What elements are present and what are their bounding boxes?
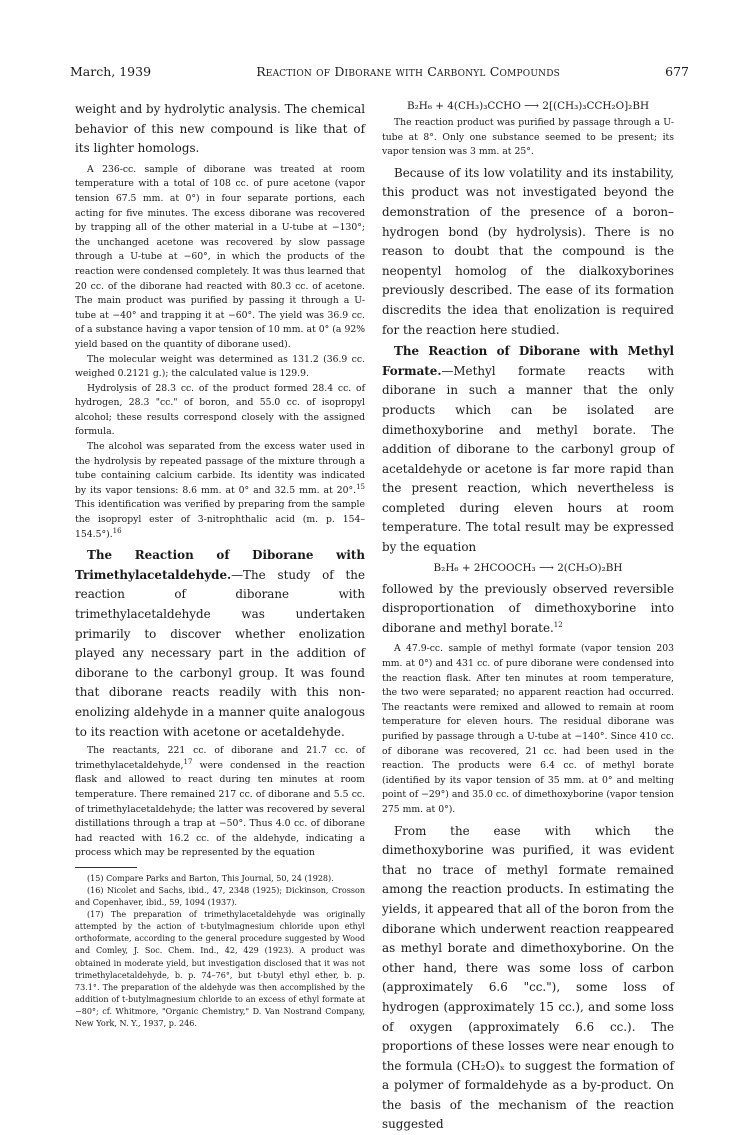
footnote-ref: 15 xyxy=(356,482,365,491)
text-span: This identification was verified by preparing from the sample the isopropyl ester of 3-nitrophthalic acid (m. p. 154–154.5°). xyxy=(75,499,365,540)
text-span: —The study of the reaction of diborane with trimethylacetaldehyde was undertaken primarily to discover whether enolization played any necessary part in the addition of diborane to the carbonyl group. It was found that diborane reacts readily with this non-enolizing aldehyde in a manner quite analogous to its reaction with acetone or acetaldehyde. xyxy=(75,567,365,739)
header-date: March, 1939 xyxy=(70,64,152,79)
equation: B₂H₆ + 4(CH₃)₃CCHO ⟶ 2[(CH₃)₃CCH₂O]₂BH xyxy=(406,100,650,112)
text-span: The alcohol was separated from the excess water used in the hydrolysis by repeated passage of the mixture through a tube containing calcium carbide. Its identity was indicated by its vapor tensions: 8.6 mm. at 0° and 32.5 mm. at 20°. xyxy=(75,441,365,496)
footnote-divider xyxy=(75,867,137,868)
paragraph: From the ease with which the dimethoxyborine was purified, it was evident that no trace of methyl formate remained among the reaction products. In estimating the yields, it appeared that all of the boron from the diborane which underwent reaction reappeared as methyl borate and dimethoxyborine. On the other hand, there was some loss of carbon (approximately 6.6 "cc."), some loss of hydrogen (approximately 15 cc.), and some loss of oxygen (approximately 6.6 cc.). The proportions of these losses were near enough to the formula (CH₂O)ₓ to suggest the formation of a polymer of formaldehyde as a by-product. On the basis of the mechanism of the reaction suggested xyxy=(382,823,674,1132)
paragraph xyxy=(382,580,674,639)
paragraph: weight and by hydrolytic analysis. The chemical behavior of this new compound is like that of its lighter homologs. xyxy=(75,102,365,156)
header-title: Reaction of Diborane with Carbonyl Compounds xyxy=(256,64,560,79)
page-number: 677 xyxy=(665,64,689,79)
section-paragraph xyxy=(75,546,365,742)
right-column xyxy=(382,100,674,1135)
equation: B₂H₆ + 2HCOOCH₃ ⟶ 2(CH₃O)₂BH xyxy=(433,561,623,574)
running-header xyxy=(70,64,689,82)
footnote-ref: 17 xyxy=(183,757,193,766)
footnote: (15) Compare Parks and Barton, This Journal, 50, 24 (1928). xyxy=(87,873,334,883)
experimental-paragraph xyxy=(75,440,365,542)
experimental-paragraph xyxy=(75,744,365,861)
footnote: (17) The preparation of trimethylacetaldehyde was originally attempted by the action of t-butylmagnesium chloride upon ethyl orthoformate, according to the general procedure suggested by Wood and Comley, J. Soc. Chem. Ind., 42, 429 (1923). A product was obtained in moderate yield, but investigation disclosed that it was not trimethylacetaldehyde, b. p. 74–76°, but t-butyl ethyl ether, b. p. 73.1°. The preparation of the aldehyde was then accomplished by the addition of t-butylmagnesium chloride to an excess of ethyl formate at −80°; cf. Whitmore, "Organic Chemistry," D. Van Nostrand Company, New York, N. Y., 1937, p. 246. xyxy=(75,910,365,1029)
footnote: (16) Nicolet and Sachs, ibid., 47, 2348 (1925); Dickinson, Crosson and Copenhaver, ibid., 59, 1094 (1937). xyxy=(75,886,365,908)
footnote-ref: 12 xyxy=(553,620,563,629)
footnote-ref: 16 xyxy=(112,526,122,535)
paragraph: Because of its low volatility and its instability, this product was not investigated beyond the demonstration of the presence of a boron–hydrogen bond (by hydrolysis). There is no reason to doubt that the compound is the neopentyl homolog of the dialkoxyborines previously described. The ease of its formation discredits the idea that enolization is required for the reaction here studied. xyxy=(382,165,674,337)
section-heading: The Reaction of Diborane with Trimethylacetaldehyde. xyxy=(75,548,365,582)
experimental-paragraph: A 47.9-cc. sample of methyl formate (vapor tension 203 mm. at 0°) and 431 cc. of pure diborane were condensed into the reaction flask. After ten minutes at room temperature, the two were separated; no apparent reaction had occurred. The reactants were remixed and allowed to remain at room temperature for eleven hours. The residual diborane was purified by passage through a U-tube at −140°. Since 410 cc. of diborane was recovered, 21 cc. had been used in the reaction. The products were 6.4 cc. of methyl borate (identified by its vapor tension of 35 mm. at 0° and melting point of −29°) and 35.0 cc. of dimethoxyborine (vapor tension 275 mm. at 0°). xyxy=(382,643,674,815)
experimental-paragraph: The reaction product was purified by passage through a U-tube at 8°. Only one substance seemed to be present; its vapor tension was 3 mm. at 25°. xyxy=(382,117,674,158)
section-paragraph xyxy=(382,342,674,558)
left-column xyxy=(75,100,365,1030)
experimental-paragraph: A 236-cc. sample of diborane was treated at room temperature with a total of 108 cc. of pure acetone (vapor tension 67.5 mm. at 0°) in four separate portions, each acting for five minutes. The excess diborane was recovered by trapping all of the other material in a U-tube at −130°; the unchanged acetone was recovered by slow passage through a U-tube at −60°, in which the products of the reaction were condensed completely. It was thus learned that 20 cc. of the diborane had reacted with 80.3 cc. of acetone. The main product was purified by passing it through a U-tube at −40° and trapping it at −60°. The yield was 36.9 cc. of a substance having a vapor tension of 10 mm. at 0° (a 92% yield based on the quantity of diborane used). xyxy=(75,163,365,350)
experimental-paragraph: Hydrolysis of 28.3 cc. of the product formed 28.4 cc. of hydrogen, 28.3 "cc." of boron, and 55.0 cc. of isopropyl alcohol; these results correspond closely with the assigned formula. xyxy=(75,382,365,438)
experimental-paragraph: The molecular weight was determined as 131.2 (36.9 cc. weighed 0.2121 g.); the calculated value is 129.9. xyxy=(75,353,365,380)
section-heading: The Reaction of Diborane with Methyl Formate. xyxy=(382,344,674,378)
text-span: were condensed in the reaction flask and allowed to react during ten minutes at room temperature. There remained 217 cc. of diborane and 5.5 cc. of trimethylacetaldehyde; the latter was recovered by several distillations through a trap at −50°. Thus 4.0 cc. of diborane had reacted with 16.2 cc. of the aldehyde, indicating a process which may be represented by the equation xyxy=(75,759,365,859)
text-span: The reactants, 221 cc. of diborane and 21.7 cc. of trimethylacetaldehyde, xyxy=(75,745,365,771)
text-span: —Methyl formate reacts with diborane in such a manner that the only products which can be isolated are dimethoxyborine and methyl borate. The addition of diborane to the carbonyl group of acetaldehyde or acetone is far more rapid than the present reaction, which nevertheless is completed during eleven hours at room temperature. The total result may be expressed by the equation xyxy=(382,363,674,555)
text-span: followed by the previously observed reversible disproportionation of dimethoxyborine into diborane and methyl borate. xyxy=(382,581,674,635)
